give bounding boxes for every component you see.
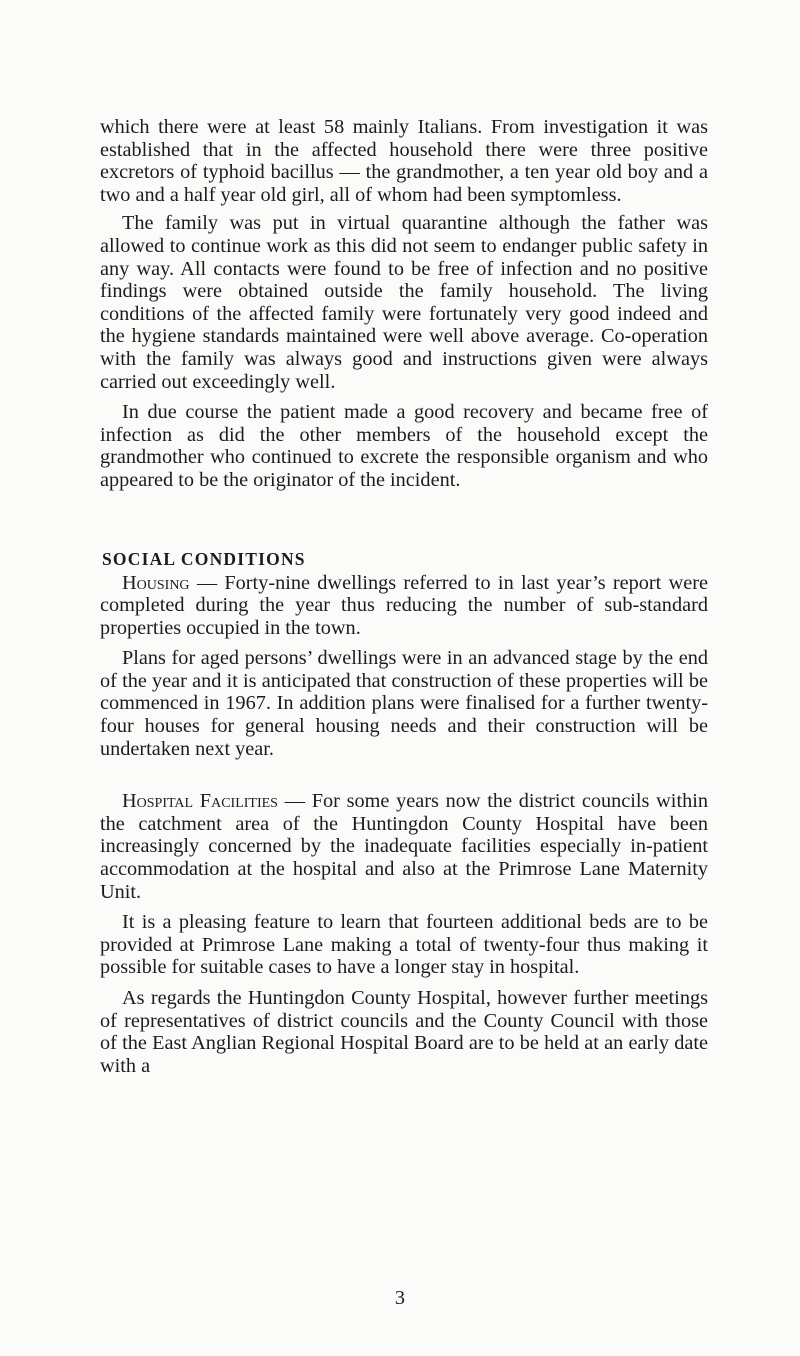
hospital-facilities-label: Hospital Facilities [122,790,278,813]
paragraph-hospital-facilities [100,790,708,903]
paragraph-patient-recovery: In due course the patient made a good recovery and became free of infection as did the other members of the household except the grandmother who continued to excrete the responsible organism and who appeared to be the originator of the incident. [100,401,708,491]
paragraph-typhoid-excretors: which there were at least 58 mainly Italians. From investigation it was established that in the affected household there were three positive excretors of typhoid bacillus — the grandmother, a ten year old boy and a two and a half year old girl, all of whom had been symptomless. [100,116,708,206]
paragraph-housing [100,572,708,640]
section-heading-social-conditions: SOCIAL CONDITIONS [102,548,306,569]
document-page [100,116,708,1077]
housing-text: — Forty-nine dwellings referred to in last year’s report were completed during the year thus reducing the number of sub-standard properties occupied in the town. [100,571,708,639]
page-number: 3 [394,1287,406,1309]
paragraph-aged-persons-dwellings: Plans for aged persons’ dwellings were in an advanced stage by the end of the year and it is anticipated that construction of these properties will be commenced in 1967. In addition plans were finalised for a further twenty-four houses for general housing needs and their construction will be undertaken next year. [100,647,708,760]
paragraph-county-hospital-meetings: As regards the Huntingdon County Hospital, however further meetings of representatives of district councils and the County Council with those of the East Anglian Regional Hospital Board are to be held at an early date with a [100,987,708,1077]
housing-label: Housing [122,571,190,594]
hospital-facilities-text: — For some years now the district councils within the catchment area of the Huntingdon County Hospital have been increasingly concerned by the inadequate facilities especially in-patient accommodation at the hospital and also at the Primrose Lane Maternity Unit. [100,790,708,903]
paragraph-additional-beds: It is a pleasing feature to learn that fourteen additional beds are to be provided at Primrose Lane making a total of twenty-four thus making it possible for suitable cases to have a longer stay in hospital. [100,911,708,979]
paragraph-family-quarantine: The family was put in virtual quarantine although the father was allowed to continue work as this did not seem to endanger public safety in any way. All contacts were found to be free of infection and no positive findings were obtained outside the family household. The living conditions of the affected family were fortunately very good indeed and the hygiene standards maintained were well above average. Co-operation with the family was always good and instructions given were always carried out exceedingly well. [100,212,708,393]
